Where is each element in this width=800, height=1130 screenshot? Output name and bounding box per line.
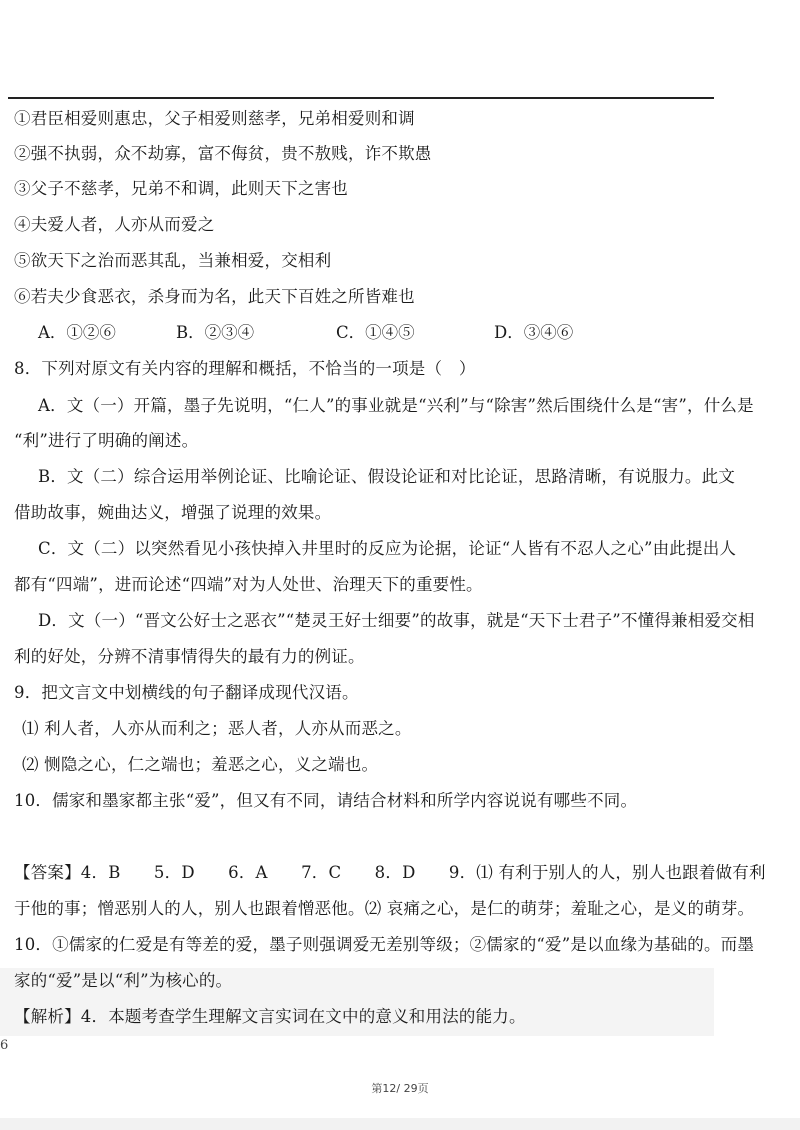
q9-sentence-2: ⑵ 恻隐之心，仁之端也；羞恶之心，义之端也。 [22,755,379,774]
answer-line-2: 于他的事；憎恶别人的人，别人也跟着憎恶他。⑵ 哀痛之心，是仁的萌芽；羞耻之心，是义的萌芽。 [14,899,755,918]
q7-item-6: ⑥若夫少食恶衣，杀身而为名，此天下百姓之所皆难也 [14,287,415,306]
answer-line-3: 10．①儒家的仁爱是有等差的爱，墨子则强调爱无差别等级；②儒家的“爱”是以血缘为基础的。而墨 [14,935,755,954]
q8-option-a-line2: “利”进行了明确的阐述。 [14,431,199,450]
q7-item-2: ②强不执弱，众不劫寡，富不侮贫，贵不敖贱，诈不欺愚 [14,144,432,163]
page-number-footer: 第12/ 29页 [371,1082,429,1095]
q8-option-c-line2: 都有“四端”，进而论述“四端”对为人处世、治理天下的重要性。 [14,575,483,594]
q8-stem: 8．下列对原文有关内容的理解和概括，不恰当的一项是（ ） [14,359,476,378]
q8-option-b-line2: 借助故事，婉曲达义，增强了说理的效果。 [14,503,332,522]
q9-stem: 9．把文言文中划横线的句子翻译成现代汉语。 [14,683,359,702]
q8-option-c-line1: C．文（二）以突然看见小孩快掉入井里时的反应为论据，论证“人皆有不忍人之心”由此提出人 [38,539,737,558]
q8-option-a-line1: A．文（一）开篇，墨子先说明，“仁人”的事业就是“兴利”与“除害”然后围绕什么是“害”，什么是 [38,396,754,415]
q10-stem: 10．儒家和墨家都主张“爱”，但又有不同，请结合材料和所学内容说说有哪些不同。 [14,791,638,810]
page-edge-mark: 6 [0,1038,9,1053]
q9-sentence-1: ⑴ 利人者，人亦从而利之；恶人者，人亦从而恶之。 [22,719,412,738]
top-rule [8,97,714,99]
q7-item-3: ③父子不慈孝，兄弟不和调，此则天下之害也 [14,179,348,198]
analysis-line: 【解析】4．本题考查学生理解文言实词在文中的意义和用法的能力。 [14,1007,526,1026]
q8-option-d-line2: 利的好处，分辨不清事情得失的最有力的例证。 [14,647,365,666]
q8-option-b-line1: B．文（二）综合运用举例论证、比喻论证、假设论证和对比论证，思路清晰，有说服力。此文 [38,467,736,486]
q7-item-5: ⑤欲天下之治而恶其乱，当兼相爱，交相利 [14,251,332,270]
answer-line-1: 【答案】4．B 5．D 6．A 7．C 8．D 9．⑴ 有利于别人的人，别人也跟着做有利 [14,863,766,882]
q7-option-a: A．①②⑥ [38,323,116,342]
q7-option-b: B．②③④ [176,323,255,342]
q7-option-d: D．③④⑥ [494,323,574,342]
q7-item-4: ④夫爱人者，人亦从而爱之 [14,215,215,234]
q7-item-1: ①君臣相爱则惠忠，父子相爱则慈孝，兄弟相爱则和调 [14,109,415,128]
answer-line-4: 家的“爱”是以“利”为核心的。 [14,971,233,990]
q7-option-c: C．①④⑤ [336,323,415,342]
bottom-edge [0,1118,800,1130]
q8-option-d-line1: D．文（一）“晋文公好士之恶衣”“楚灵王好士细要”的故事，就是“天下士君子”不懂得兼相爱交相 [38,611,755,630]
